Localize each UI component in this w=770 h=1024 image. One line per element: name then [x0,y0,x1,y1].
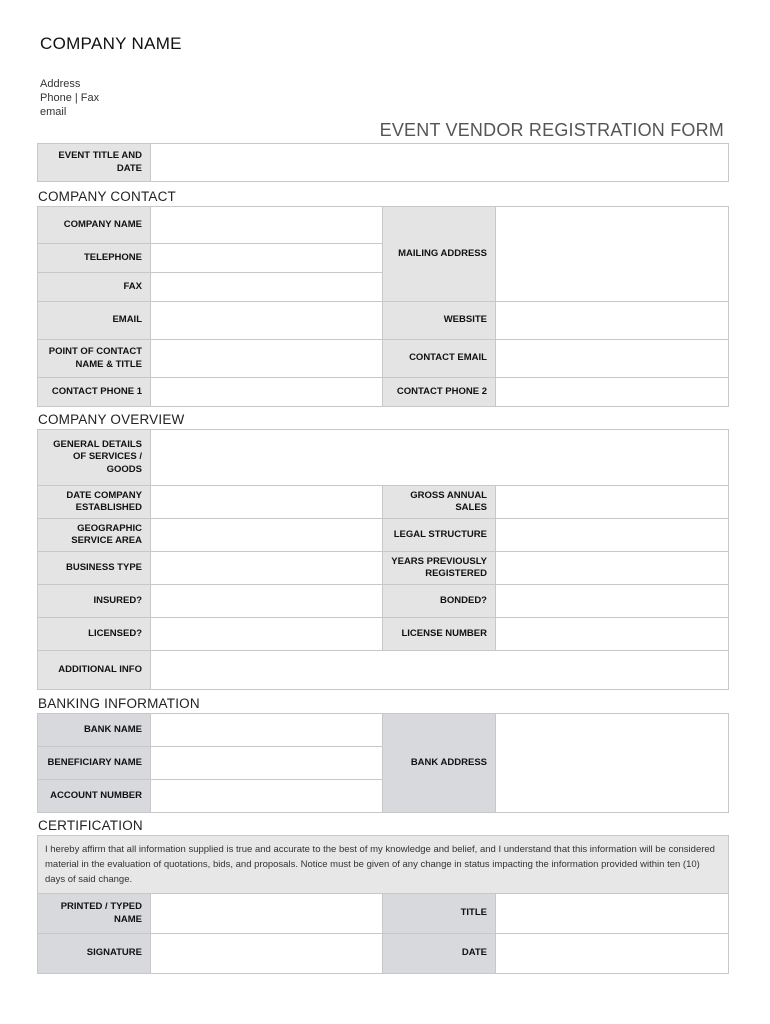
printed-name-field[interactable] [151,894,383,934]
phone-fax-line: Phone | Fax [40,92,100,104]
title-field[interactable] [496,894,729,934]
mailing-address-label: MAILING ADDRESS [383,207,496,302]
date-established-field[interactable] [151,486,383,519]
date-established-label: DATE COMPANY ESTABLISHED [38,486,151,519]
email-line: email [40,106,67,118]
email-field[interactable] [151,302,383,340]
section-company-overview: COMPANY OVERVIEW [38,412,185,427]
form-title: EVENT VENDOR REGISTRATION FORM [379,120,724,140]
bank-name-field[interactable] [151,714,383,747]
point-of-contact-label: POINT OF CONTACT NAME & TITLE [38,340,151,378]
bonded-label: BONDED? [383,585,496,618]
banking-table [37,713,729,813]
event-title-field[interactable] [151,144,729,182]
general-details-field[interactable] [151,430,729,486]
event-table [37,143,729,182]
license-number-field[interactable] [496,618,729,651]
point-of-contact-field[interactable] [151,340,383,378]
section-certification: CERTIFICATION [38,818,143,833]
website-field[interactable] [496,302,729,340]
telephone-field[interactable] [151,244,383,273]
signature-label: SIGNATURE [38,934,151,974]
account-number-field[interactable] [151,780,383,813]
date-label: DATE [383,934,496,974]
telephone-label: TELEPHONE [38,244,151,273]
business-type-field[interactable] [151,552,383,585]
licensed-label: LICENSED? [38,618,151,651]
geographic-area-label: GEOGRAPHIC SERVICE AREA [38,519,151,552]
geographic-area-field[interactable] [151,519,383,552]
company-name-field[interactable] [151,207,383,244]
contact-phone-1-label: CONTACT PHONE 1 [38,378,151,407]
email-label: EMAIL [38,302,151,340]
beneficiary-name-field[interactable] [151,747,383,780]
company-name: COMPANY NAME [40,34,182,53]
bank-address-field[interactable] [496,714,729,813]
website-label: WEBSITE [383,302,496,340]
mailing-address-field[interactable] [496,207,729,302]
fax-field[interactable] [151,273,383,302]
license-number-label: LICENSE NUMBER [383,618,496,651]
contact-phone-1-field[interactable] [151,378,383,407]
additional-info-label: ADDITIONAL INFO [38,651,151,690]
company-name-label: COMPANY NAME [38,207,151,244]
certification-statement: I hereby affirm that all information supplied is true and accurate to the best of my knowledge and belief, and I understand that this information will be considered material in the evaluation of quotations, bids, and proposals. Notice must be given of any change in status impacting the information provided within ten (10) days of said change. [38,836,729,894]
company-contact-details [40,77,99,119]
contact-email-field[interactable] [496,340,729,378]
legal-structure-field[interactable] [496,519,729,552]
fax-label: FAX [38,273,151,302]
company-overview-table [37,429,729,690]
bank-address-label: BANK ADDRESS [383,714,496,813]
insured-label: INSURED? [38,585,151,618]
years-registered-label: YEARS PREVIOUSLY REGISTERED [383,552,496,585]
account-number-label: ACCOUNT NUMBER [38,780,151,813]
date-field[interactable] [496,934,729,974]
general-details-label: GENERAL DETAILS OF SERVICES / GOODS [38,430,151,486]
company-contact-table [37,206,729,407]
title-label: TITLE [383,894,496,934]
printed-name-label: PRINTED / TYPED NAME [38,894,151,934]
legal-structure-label: LEGAL STRUCTURE [383,519,496,552]
gross-sales-label: GROSS ANNUAL SALES [383,486,496,519]
contact-phone-2-field[interactable] [496,378,729,407]
insured-field[interactable] [151,585,383,618]
business-type-label: BUSINESS TYPE [38,552,151,585]
bonded-field[interactable] [496,585,729,618]
additional-info-field[interactable] [151,651,729,690]
address-line: Address [40,78,81,90]
years-registered-field[interactable] [496,552,729,585]
bank-name-label: BANK NAME [38,714,151,747]
event-title-label: EVENT TITLE AND DATE [38,144,151,182]
contact-phone-2-label: CONTACT PHONE 2 [383,378,496,407]
certification-table [37,835,729,974]
gross-sales-field[interactable] [496,486,729,519]
beneficiary-name-label: BENEFICIARY NAME [38,747,151,780]
section-company-contact: COMPANY CONTACT [38,189,177,204]
signature-field[interactable] [151,934,383,974]
licensed-field[interactable] [151,618,383,651]
contact-email-label: CONTACT EMAIL [383,340,496,378]
section-banking-information: BANKING INFORMATION [38,696,200,711]
